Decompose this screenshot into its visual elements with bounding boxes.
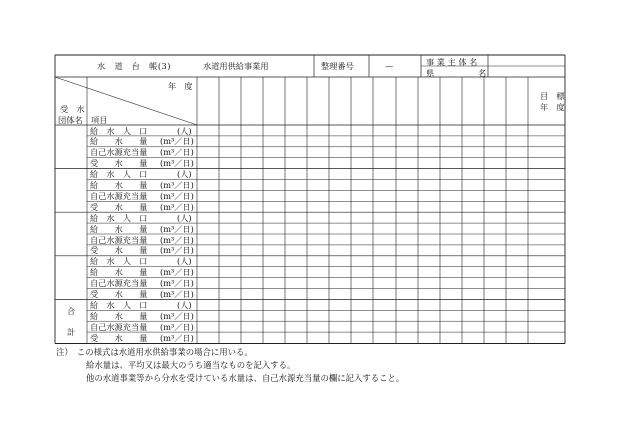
row-label: 受 水 量 (90, 332, 148, 343)
row-unit: (m³／日) (160, 310, 194, 321)
note-2: 給水量は、平均又は最大のうち適当なものを記入する。 (86, 360, 296, 370)
row-label: 給 水 人 口 (90, 212, 148, 223)
dantai-label: 団体名 (58, 115, 83, 125)
row-unit: (m³／日) (160, 201, 194, 212)
row-unit: (人) (177, 256, 192, 267)
total-label-1: 合 (67, 306, 76, 316)
row-unit: (人) (177, 212, 192, 223)
ken-label: 県 (426, 68, 435, 78)
jusui-label: 受 水 (60, 104, 85, 114)
target-label-1: 目 標 (540, 91, 565, 101)
row-unit: (m³／日) (160, 147, 194, 158)
row-unit: (m³／日) (160, 267, 194, 278)
row-label: 給 水 人 口 (90, 169, 148, 180)
row-label: 給 水 量 (90, 223, 148, 234)
target-label-2: 年 度 (540, 102, 565, 112)
seiri-value: — (385, 61, 394, 71)
row-label: 受 水 量 (90, 158, 148, 169)
row-unit: (m³／日) (160, 278, 194, 289)
row-label: 受 水 量 (90, 245, 148, 256)
row-label: 自己水源充当量 (90, 234, 148, 245)
row-unit: (m³／日) (160, 190, 194, 201)
row-label: 給 水 量 (90, 180, 148, 190)
row-label: 受 水 量 (90, 289, 148, 299)
nendo-label: 年 度 (168, 81, 193, 91)
row-label: 給 水 量 (90, 267, 148, 278)
row-label: 受 水 量 (90, 201, 148, 212)
form-subtitle: 水道用供給事業用 (203, 61, 269, 71)
row-label: 自己水源充当量 (90, 321, 148, 332)
form-title: 水 道 台 帳(3) (97, 61, 171, 71)
komoku-label: 項目 (91, 115, 108, 125)
row-unit: (m³／日) (160, 332, 194, 343)
seiri-label: 整理番号 (321, 61, 354, 71)
row-unit: (m³／日) (160, 136, 194, 147)
row-unit: (m³／日) (160, 180, 194, 190)
row-label: 給 水 人 口 (90, 125, 148, 136)
row-unit: (m³／日) (160, 245, 194, 256)
row-unit: (m³／日) (160, 234, 194, 245)
row-label: 給 水 人 口 (90, 299, 148, 310)
row-unit: (m³／日) (160, 321, 194, 332)
row-unit: (m³／日) (160, 158, 194, 169)
row-unit: (人) (177, 299, 192, 310)
row-label: 自己水源充当量 (90, 278, 148, 289)
row-label: 自己水源充当量 (90, 147, 148, 158)
mei-label: 名 (478, 68, 487, 78)
note-3: 他の水道事業等から分水を受けている水量は、自己水源充当量の欄に記入すること。 (86, 373, 405, 383)
row-unit: (m³／日) (160, 289, 194, 299)
row-unit: (人) (177, 125, 192, 136)
total-label-2: 計 (67, 327, 76, 337)
row-label: 給 水 人 口 (90, 256, 148, 267)
note-1: 注） この様式は水道用水供給事業の場合に用いる。 (56, 347, 253, 357)
row-unit: (人) (177, 169, 192, 180)
jigyo-label: 事 業 主 体 名 (426, 57, 478, 67)
row-label: 給 水 量 (90, 310, 148, 321)
row-label: 給 水 量 (90, 136, 148, 147)
row-label: 自己水源充当量 (90, 190, 148, 201)
row-unit: (m³／日) (160, 223, 194, 234)
